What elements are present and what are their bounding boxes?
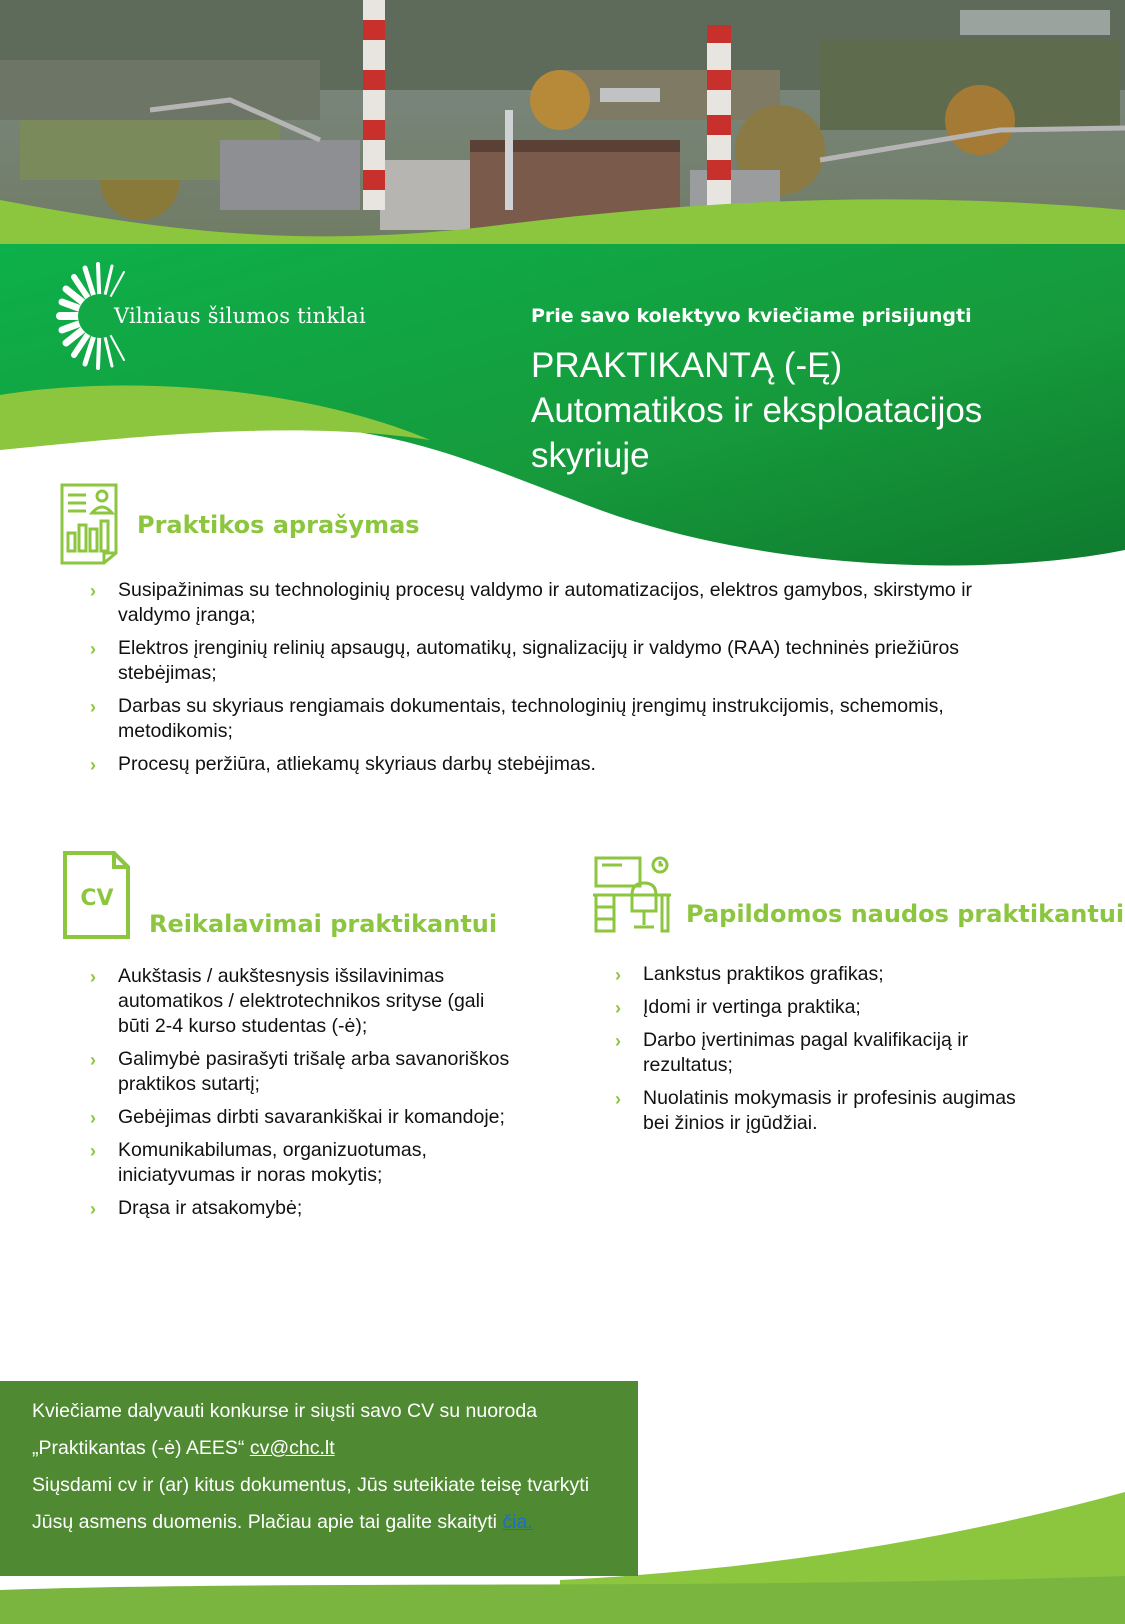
list-item-text: Komunikabilumas, organizuotumas, iniciatyvumas ir noras mokytis; xyxy=(118,1139,427,1186)
list-item-text: Darbas su skyriaus rengiamais dokumentais, technologinių įrengimų instrukcijomis, schemomis, metodikomis; xyxy=(118,695,944,742)
chevron-right-icon: › xyxy=(90,1050,96,1070)
chevron-right-icon: › xyxy=(90,697,96,717)
chevron-right-icon: › xyxy=(90,581,96,601)
cv-document-icon xyxy=(62,850,132,940)
list-item-text: Lankstus praktikos grafikas; xyxy=(643,963,884,985)
chevron-right-icon: › xyxy=(615,1031,621,1051)
list-item-text: Susipažinimas su technologinių procesų valdymo ir automatizacijos, elektros gamybos, skirstymo ir valdymo įranga; xyxy=(118,579,973,626)
application-info-text xyxy=(32,1393,632,1541)
list-item xyxy=(615,995,1045,1020)
list-item xyxy=(90,964,520,1039)
footer-line-1: Kviečiame dalyvauti konkurse ir siųsti savo CV su nuoroda xyxy=(32,1400,538,1422)
list-item-text: Nuolatinis mokymasis ir profesinis augimas bei žinios ir įgūdžiai. xyxy=(643,1087,1016,1134)
brand-name: Vilniaus šilumos tinklai xyxy=(114,304,366,328)
privacy-link[interactable]: čia. xyxy=(502,1511,533,1533)
list-item xyxy=(90,1138,520,1188)
list-item-text: Aukštasis / aukštesnysis išsilavinimas automatikos / elektrotechnikos srityse (gali būti 2-4 kurso studentas (-ė); xyxy=(118,965,485,1037)
title-line-2: Automatikos ir eksploatacijos xyxy=(531,391,983,430)
chevron-right-icon: › xyxy=(90,1141,96,1161)
list-item xyxy=(90,1196,520,1221)
report-document-icon xyxy=(60,483,120,565)
benefits-list xyxy=(615,962,1045,1144)
footer-line-2-text: „Praktikantas (-ė) AEES“ xyxy=(32,1437,250,1459)
list-item-text: Galimybė pasirašyti trišalę arba savanoriškos praktikos sutartį; xyxy=(118,1048,510,1095)
footer-line-4-text: Jūsų asmens duomenis. Plačiau apie tai galite skaityti xyxy=(32,1511,503,1533)
cv-icon-label: CV xyxy=(80,886,114,911)
list-item-text: Drąsa ir atsakomybė; xyxy=(118,1197,303,1219)
email-link[interactable]: cv@chc.lt xyxy=(249,1437,335,1459)
list-item xyxy=(90,578,1020,628)
list-item-text: Procesų peržiūra, atliekamų skyriaus darbų stebėjimas. xyxy=(118,753,596,775)
footer-line-3: Siųsdami cv ir (ar) kitus dokumentus, Jūs suteikiate teisę tvarkyti xyxy=(32,1474,590,1496)
list-item-text: Elektros įrenginių relinių apsaugų, automatikų, signalizacijų ir valdymo (RAA) techninės priežiūros stebėjimas; xyxy=(118,637,960,684)
benefits-heading: Papildomos naudos praktikantui xyxy=(686,900,1125,928)
list-item-text: Darbo įvertinimas pagal kvalifikaciją ir rezultatus; xyxy=(643,1029,969,1076)
title-line-1: PRAKTIKANTĄ (-Ę) xyxy=(531,346,843,385)
workstation-icon xyxy=(592,855,672,935)
header-green-bands xyxy=(0,0,1125,590)
chevron-right-icon: › xyxy=(90,967,96,987)
footer-line-2 xyxy=(32,1430,632,1467)
chevron-right-icon: › xyxy=(615,1089,621,1109)
list-item xyxy=(615,1028,1045,1078)
chevron-right-icon: › xyxy=(90,1199,96,1219)
page-title xyxy=(531,343,982,478)
list-item-text: Įdomi ir vertinga praktika; xyxy=(643,996,861,1018)
requirements-list xyxy=(90,964,520,1229)
intro-text: Prie savo kolektyvo kviečiame prisijungti xyxy=(531,305,972,327)
list-item xyxy=(90,1105,520,1130)
chevron-right-icon: › xyxy=(615,965,621,985)
title-line-3: skyriuje xyxy=(531,436,650,475)
chevron-right-icon: › xyxy=(90,755,96,775)
chevron-right-icon: › xyxy=(90,1108,96,1128)
list-item xyxy=(90,1047,520,1097)
requirements-heading: Reikalavimai praktikantui xyxy=(149,910,498,938)
list-item xyxy=(90,694,1020,744)
list-item xyxy=(90,636,1020,686)
footer-line-4 xyxy=(32,1504,632,1541)
description-list xyxy=(90,578,1020,785)
list-item xyxy=(615,962,1045,987)
description-heading: Praktikos aprašymas xyxy=(137,511,420,539)
list-item xyxy=(615,1086,1045,1136)
chevron-right-icon: › xyxy=(615,998,621,1018)
list-item-text: Gebėjimas dirbti savarankiškai ir komandoje; xyxy=(118,1106,505,1128)
chevron-right-icon: › xyxy=(90,639,96,659)
list-item xyxy=(90,752,1020,777)
